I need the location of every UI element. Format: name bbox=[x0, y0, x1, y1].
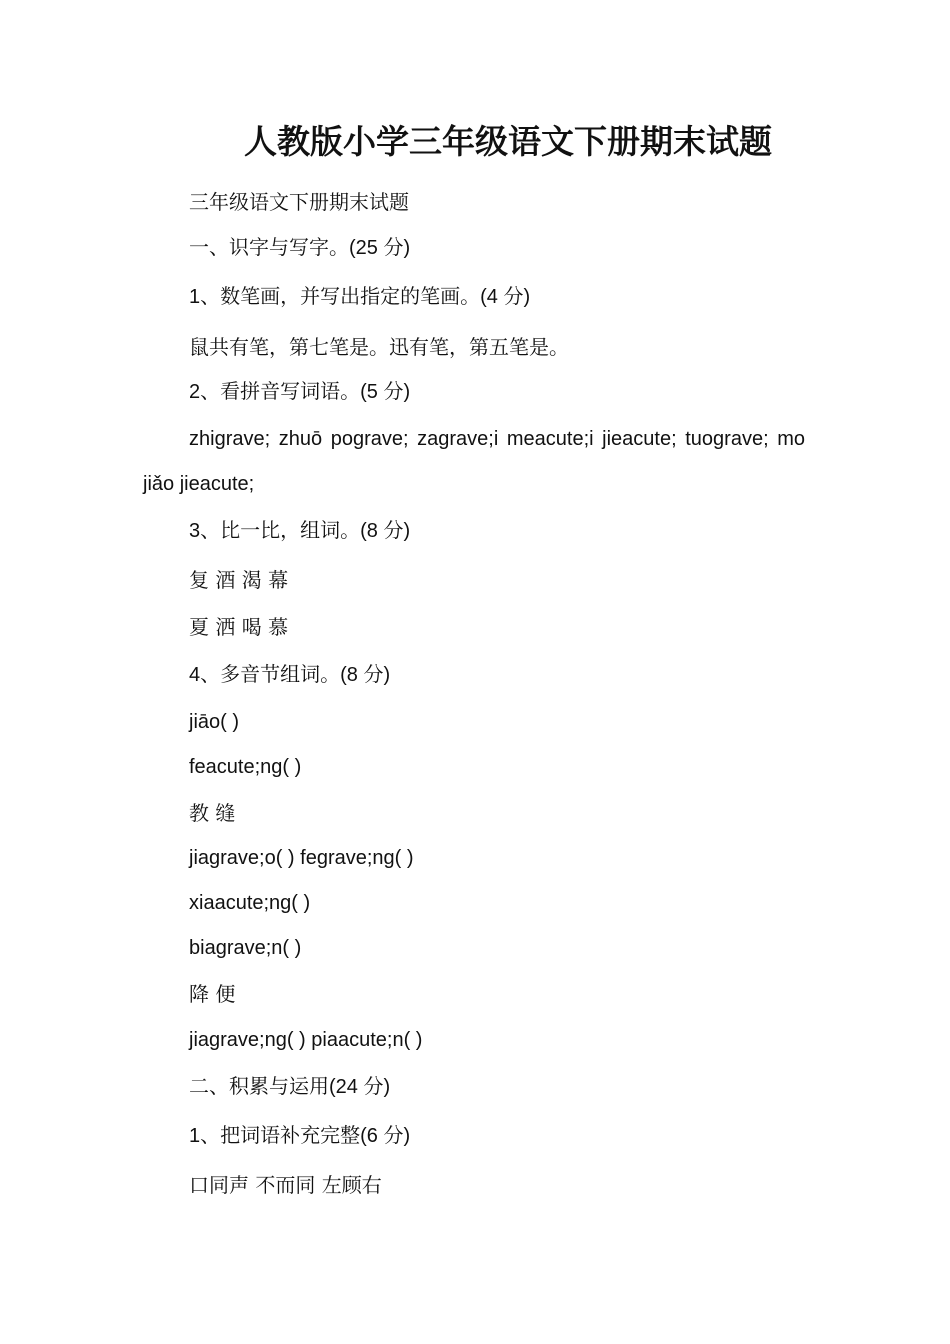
question-line: 3、比一比，组词。(8 分) bbox=[189, 520, 411, 542]
question-content: 降 便 bbox=[189, 982, 236, 1006]
question-content: 复 酒 渴 幕 bbox=[189, 568, 289, 592]
subtitle-line: 三年级语文下册期末试题 bbox=[189, 190, 409, 214]
section-heading: 二、积累与运用(24 分) bbox=[189, 1076, 391, 1098]
section-heading: 一、识字与写字。(25 分) bbox=[189, 237, 411, 259]
pinyin-line-continued: jiǎo jieacute; bbox=[143, 473, 255, 495]
question-content: feacute;ng( ) bbox=[189, 756, 302, 778]
question-content: 教 缝 bbox=[189, 801, 236, 825]
question-line: 1、把词语补充完整(6 分) bbox=[189, 1125, 411, 1147]
question-line: 4、多音节组词。(8 分) bbox=[189, 664, 391, 686]
question-content: xiaacute;ng( ) bbox=[189, 892, 311, 914]
question-line: 2、看拼音写词语。(5 分) bbox=[189, 381, 411, 403]
pinyin-line: zhigrave; zhuō pograve; zagrave;i meacute;i jieacute; tuograve; mo bbox=[189, 428, 805, 450]
question-content: 鼠共有笔，第七笔是。迅有笔，第五笔是。 bbox=[189, 335, 569, 359]
question-content: biagrave;n( ) bbox=[189, 937, 302, 959]
question-line: 1、数笔画，并写出指定的笔画。(4 分) bbox=[189, 286, 531, 308]
document-title: 人教版小学三年级语文下册期末试题 bbox=[244, 122, 772, 161]
question-content: jiagrave;o( ) fegrave;ng( ) bbox=[189, 847, 414, 869]
question-content: jiāo( ) bbox=[189, 711, 240, 733]
question-content: jiagrave;ng( ) piaacute;n( ) bbox=[189, 1029, 423, 1051]
question-content: 夏 洒 喝 慕 bbox=[189, 615, 289, 639]
question-content: 口同声 不而同 左顾右 bbox=[189, 1173, 382, 1197]
